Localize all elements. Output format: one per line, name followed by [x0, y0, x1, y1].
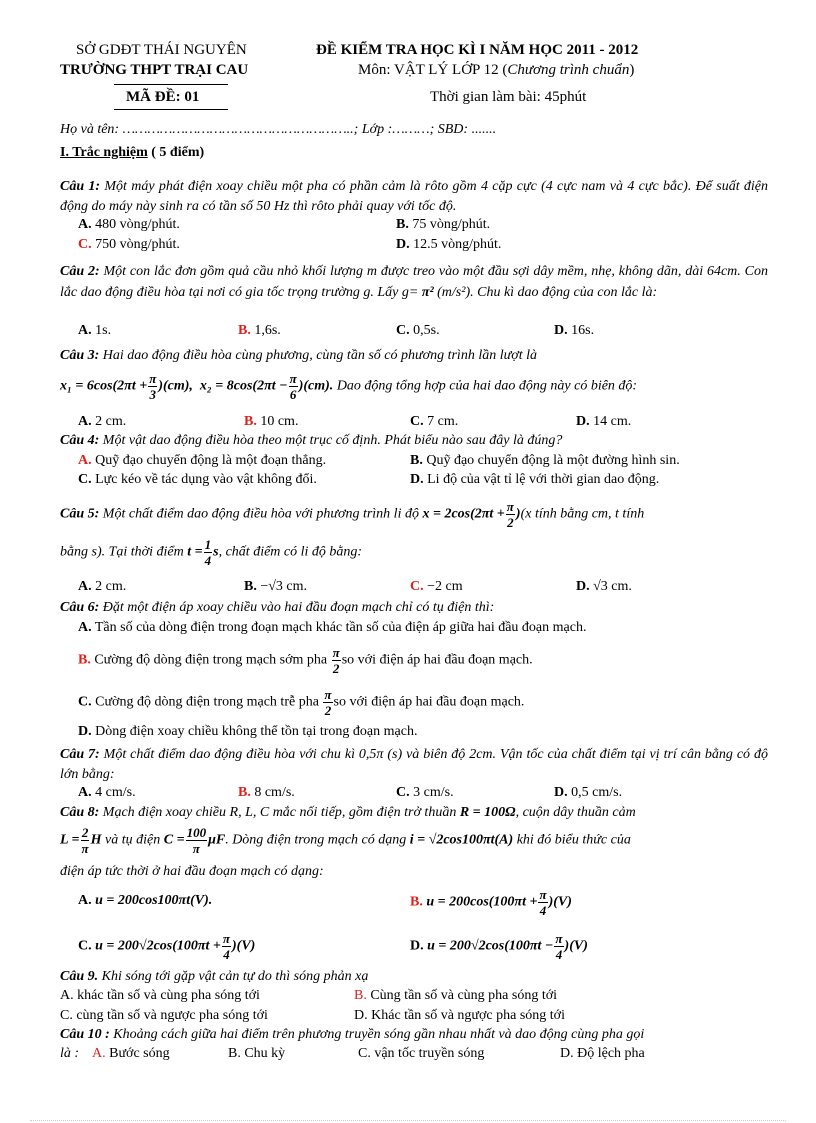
- q5-option-d: D. √3 cm.: [576, 579, 632, 594]
- q1-option-b: B. 75 vòng/phút.: [396, 217, 491, 232]
- q6-option-a: A. Tần số của dòng điện trong đoạn mạch khác tần số của điện áp giữa hai đầu đoạn mạch.: [78, 620, 587, 635]
- q8-option-c: C. u = 200√2cos(100πt + $\frac{\pi}{4}$ )(V): [78, 931, 256, 962]
- question-3: Câu 3: Hai dao động điều hòa cùng phương, cùng tần số có phương trình lần lượt là: [60, 348, 537, 363]
- student-info-line: Họ và tên: ………………………………………………..; Lớp :………; SBD: .......: [60, 122, 497, 137]
- q9-option-d: D. Khác tần số và ngược pha sóng tới: [354, 1008, 565, 1023]
- fraction-100-over-pi: $\frac{100}{\pi}$: [186, 825, 207, 856]
- question-8-line2: L = $\frac{2}{\pi}$ H và tụ điện C = $\frac{100}{\pi}$ μF. Dòng điện trong mạch có dạng i = √2cos100πt(A) khi đó biểu thức của: [60, 825, 631, 856]
- q4-option-d: D. Li độ của vật tỉ lệ với thời gian dao động.: [410, 472, 660, 487]
- q2-option-c: C. 0,5s.: [396, 323, 440, 338]
- exam-title: ĐỀ KIỂM TRA HỌC KÌ I NĂM HỌC 2011 - 2012: [316, 42, 639, 58]
- q3-option-c: C. 7 cm.: [410, 414, 459, 429]
- question-2: Câu 2: Một con lắc đơn gồm quả cầu nhỏ khối lượng m được treo vào một đầu sợi dây mềm, nhẹ, không dãn, dài 64cm. Con lắc dao động điều hòa tại nơi có gia tốc trọng trường g. Lấy g= π² (m/s²). Chu kì dao động của con lắc là:: [60, 264, 768, 300]
- q5-option-c: C. −2 cm: [410, 579, 463, 594]
- section-title: I. Trắc nghiệm ( 5 điểm): [60, 145, 205, 160]
- q7-option-c: C. 3 cm/s.: [396, 785, 454, 800]
- fraction-pi-over-6: $\frac{\pi}{6}$: [289, 371, 297, 402]
- q7-option-a: A. 4 cm/s.: [78, 785, 136, 800]
- exam-time: Thời gian làm bài: 45phút: [430, 89, 587, 105]
- q6-option-b: B. Cường độ dòng điện trong mạch sớm pha $\frac{\pi}{2}$ so với điện áp hai đầu đoạn mạch.: [78, 645, 533, 676]
- q9-option-a: A. khác tần số và cùng pha sóng tới: [60, 988, 260, 1003]
- q6-option-c: C. Cường độ dòng điện trong mạch trễ pha $\frac{\pi}{2}$ so với điện áp hai đầu đoạn mạch.: [78, 687, 525, 718]
- q3-option-d: D. 14 cm.: [576, 414, 632, 429]
- question-4: Câu 4: Một vật dao động điều hòa theo một trục cố định. Phát biểu nào sau đây là đúng?: [60, 433, 563, 448]
- q1-option-c: C. 750 vòng/phút.: [78, 237, 180, 252]
- school-name: TRƯỜNG THPT TRẠI CAU: [60, 62, 249, 78]
- q5-option-a: A. 2 cm.: [78, 579, 127, 594]
- exam-code-underline: [114, 109, 228, 110]
- q10-option-d: D. Độ lệch pha: [560, 1046, 645, 1061]
- header-divider: [114, 84, 228, 85]
- fraction-pi-over-2: $\frac{\pi}{2}$: [506, 499, 514, 530]
- fraction-pi-over-4: $\frac{\pi}{4}$: [555, 931, 563, 962]
- q8-option-a: A. u = 200cos100πt(V).: [78, 893, 213, 908]
- fraction-pi-over-2: $\frac{\pi}{2}$: [324, 687, 332, 718]
- question-9: Câu 9. Khi sóng tới gặp vật cản tự do thì sóng phản xạ: [60, 969, 369, 984]
- question-8: Câu 8: Mạch điện xoay chiều R, L, C mắc nối tiếp, gồm điện trở thuần R = 100Ω, cuộn dây thuần cảm: [60, 805, 636, 820]
- q5-option-b: B. −√3 cm.: [244, 579, 308, 594]
- fraction-one-quarter: $\frac{1}{4}$: [204, 537, 212, 568]
- q4-option-b: B. Quỹ đạo chuyển động là một đường hình sin.: [410, 453, 680, 468]
- q8-option-d: D. u = 200√2cos(100πt − $\frac{\pi}{4}$ )(V): [410, 931, 588, 962]
- q10-option-c: C. vận tốc truyền sóng: [358, 1046, 485, 1061]
- question-5: Câu 5: Một chất điểm dao động điều hòa với phương trình li độ x = 2cos(2πt + $\frac{\pi}{2}$ )(x tính bằng cm, t tính: [60, 499, 645, 530]
- fraction-pi-over-3: $\frac{\pi}{3}$: [149, 371, 157, 402]
- q1-option-a: A. 480 vòng/phút.: [78, 217, 180, 232]
- q3-option-a: A. 2 cm.: [78, 414, 127, 429]
- q6-option-d: D. Dòng điện xoay chiều không thể tồn tại trong đoạn mạch.: [78, 724, 418, 739]
- q7-option-d: D. 0,5 cm/s.: [554, 785, 623, 800]
- question-8-line3: điện áp tức thời ở hai đầu đoạn mạch có dạng:: [60, 864, 324, 879]
- q4-option-c: C. Lực kéo về tác dụng vào vật không đổi.: [78, 472, 317, 487]
- question-10-line2: là :: [60, 1046, 80, 1061]
- school-department: SỞ GDĐT THÁI NGUYÊN: [76, 42, 247, 58]
- question-3-equations: x₁ = 6cos(2πt + $\frac{\pi}{3}$ )(cm), x₂ = 8cos(2πt − $\frac{\pi}{6}$ )(cm). Dao động tổng hợp của hai dao động này có biên độ:: [60, 371, 638, 402]
- question-7: Câu 7: Một chất điểm dao động điều hòa với chu kì 0,5π (s) và biên độ 2cm. Vận tốc của chất điểm tại vị trí cân bằng có độ lớn bằng:: [60, 747, 768, 782]
- question-1: Câu 1: Một máy phát điện xoay chiều một pha có phần cảm là rôto gồm 4 cặp cực (4 cực nam và 4 cực bắc). Để suất điện động do máy này sinh ra có tần số 50 Hz thì rôto phải quay với tốc độ.: [60, 179, 768, 214]
- exam-code: MÃ ĐỀ: 01: [126, 89, 200, 105]
- question-10: Câu 10 : Khoảng cách giữa hai điểm trên phương truyền sóng gần nhau nhất và dao động cùng pha gọi: [60, 1027, 645, 1042]
- q3-option-b: B. 10 cm.: [244, 414, 299, 429]
- question-6: Câu 6: Đặt một điện áp xoay chiều vào hai đầu đoạn mạch chỉ có tụ điện thì:: [60, 600, 495, 615]
- fraction-2-over-pi: $\frac{2}{\pi}$: [81, 825, 89, 856]
- page-bottom-border: [30, 1120, 786, 1121]
- q7-option-b: B. 8 cm/s.: [238, 785, 295, 800]
- exam-subject: Môn: VẬT LÝ LỚP 12 (Chương trình chuẩn): [358, 62, 635, 78]
- fraction-pi-over-4: $\frac{\pi}{4}$: [222, 931, 231, 962]
- fraction-pi-over-4: $\frac{\pi}{4}$: [539, 887, 547, 918]
- q4-option-a: A. Quỹ đạo chuyển động là một đoạn thẳng.: [78, 453, 327, 468]
- q2-option-d: D. 16s.: [554, 323, 595, 338]
- q10-option-b: B. Chu kỳ: [228, 1046, 286, 1061]
- q2-option-a: A. 1s.: [78, 323, 112, 338]
- q2-option-b: B. 1,6s.: [238, 323, 281, 338]
- fraction-pi-over-2: $\frac{\pi}{2}$: [332, 645, 340, 676]
- question-5-line2: bằng s). Tại thời điểm t = $\frac{1}{4}$ s, chất điểm có li độ bằng:: [60, 537, 363, 568]
- q9-option-c: C. cùng tần số và ngược pha sóng tới: [60, 1008, 268, 1023]
- q1-option-d: D. 12.5 vòng/phút.: [396, 237, 502, 252]
- q9-option-b: B. Cùng tần số và cùng pha sóng tới: [354, 988, 558, 1003]
- q8-option-b: B. u = 200cos(100πt + $\frac{\pi}{4}$ )(V): [410, 887, 572, 918]
- q10-option-a: A. Bước sóng: [92, 1046, 170, 1061]
